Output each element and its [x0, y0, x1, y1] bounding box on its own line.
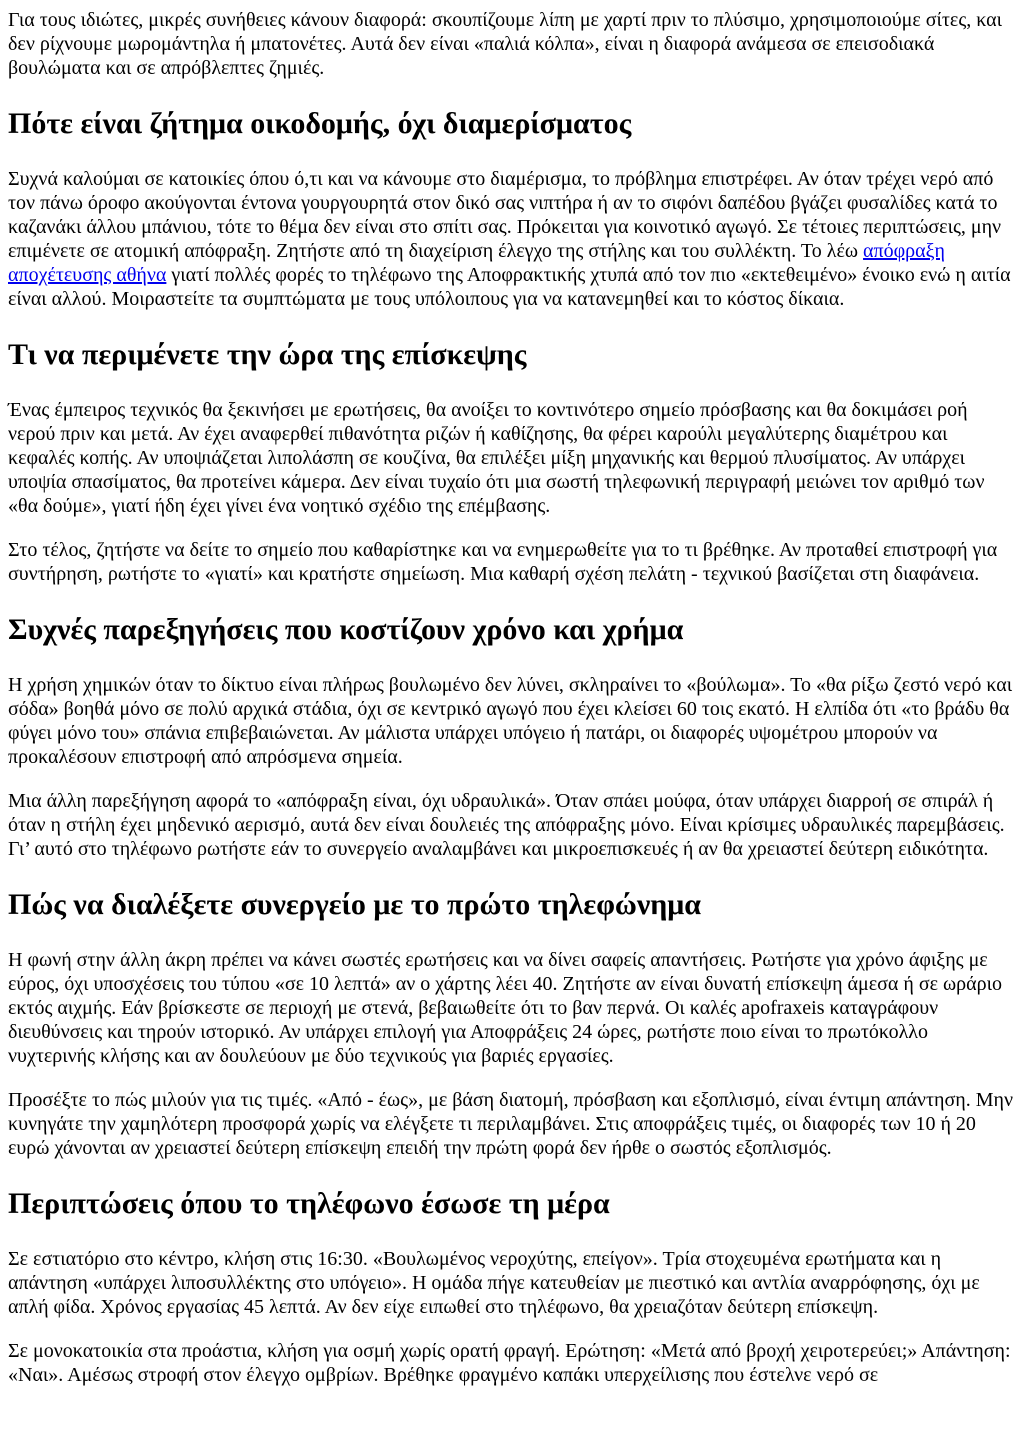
article-body: [8, 8, 1016, 1387]
section-heading-building-issue: Πότε είναι ζήτημα οικοδομής, όχι διαμερίσματος: [8, 107, 632, 140]
section-heading-misunderstandings: Συχνές παρεξηγήσεις που κοστίζουν χρόνο και χρήμα: [8, 613, 684, 646]
paragraph-visit-1: Ένας έμπειρος τεχνικός θα ξεκινήσει με ερωτήσεις, θα ανοίξει το κοντινότερο σημείο πρόσβασης και θα δοκιμάσει ροή νερού πριν και μετά. Αν έχει αναφερθεί πιθανότητα ριζών ή καθίζησης, θα φέρει καρούλι μεγαλύτερης διαμέτρου και κεφαλές κοπής. Αν υποψιάζεται λιπολάσπη σε κουζίνα, θα επιλέξει μίξη μηχανικής και θερμού πλυσίματος. Αν υπάρχει υποψία σπασίματος, θα προτείνει κάμερα. Δεν είναι τυχαίο ότι μια σωστή τηλεφωνική περιγραφή μειώνει τον αριθμό των «θα δούμε», γιατί ήδη έχει γίνει ένα νοητικό σχέδιο της επέμβασης.: [8, 399, 985, 517]
paragraph-case-restaurant: Σε εστιατόριο στο κέντρο, κλήση στις 16:30. «Βουλωμένος νεροχύτης, επείγον». Τρία στοχευμένα ερωτήματα και η απάντηση «υπάρχει λιποσυλλέκτης στο υπόγειο». Η ομάδα πήγε κατευθείαν με πιεστικό και αντλία αναρρόφησης, όχι με απλή φίδα. Χρόνος εργασίας 45 λεπτά. Αν δεν είχε ειπωθεί στο τηλέφωνο, θα χρειαζόταν δεύτερη επίσκεψη.: [8, 1248, 980, 1318]
drain-cleaning-athens-link[interactable]: απόφραξη αποχέτευσης αθήνα: [8, 240, 945, 286]
paragraph-choose-crew-2: Προσέξτε το πώς μιλούν για τις τιμές. «Από - έως», με βάση διατομή, πρόσβαση και εξοπλισμό, είναι έντιμη απάντηση. Μην κυνηγάτε την χαμηλότερη προσφορά χωρίς να ελέγξετε τι περιλαμβάνει. Στις αποφράξεις τιμές, οι διαφορές των 10 ή 20 ευρώ χάνονται αν χρειαστεί δεύτερη επίσκεψη επειδή την πρώτη φορά δεν ήρθε ο σωστός εξοπλισμός.: [8, 1089, 1013, 1159]
paragraph-building-text-before: Συχνά καλούμαι σε κατοικίες όπου ό,τι και να κάνουμε στο διαμέρισμα, το πρόβλημα επιστρέφει. Αν όταν τρέχει νερό από τον πάνω όροφο ακούγονται έντονα γουργουρητά στον δικό σας νιπτήρα ή αν το σιφόνι δαπέδου βγάζει φυσαλίδες κατά το καζανάκι άλλου μπάνιου, τότε το θέμα δεν είναι στο σπίτι σας. Πρόκειται για κοινοτικό αγωγό. Σε τέτοιες περιπτώσεις, μην επιμένετε σε ατομική απόφραξη. Ζητήστε από τη διαχείριση έλεγχο της στήλης και του συλλέκτη. Το λέω: [8, 168, 1002, 262]
paragraph-choose-crew-1: Η φωνή στην άλλη άκρη πρέπει να κάνει σωστές ερωτήσεις και να δίνει σαφείς απαντήσεις. Ρωτήστε για χρόνο άφιξης με εύρος, όχι υποσχέσεις του τύπου «σε 10 λεπτά» αν ο χάρτης λέει 40. Ζητήστε αν είναι δυνατή επίσκεψη άμεσα ή σε ωράριο εκτός αιχμής. Εάν βρίσκεστε σε περιοχή με στενά, βεβαιωθείτε ότι το βαν περνά. Οι καλές apofraxeis καταγράφουν διευθύνσεις και τηρούν ιστορικό. Αν υπάρχει επιλογή για Αποφράξεις 24 ώρες, ρωτήστε ποιο είναι το πρωτόκολλο νυχτερινής κλήσης και αν δουλεύουν με δύο τεχνικούς για βαριές εργασίες.: [8, 949, 1003, 1067]
paragraph-case-suburb-house: Σε μονοκατοικία στα προάστια, κλήση για οσμή χωρίς ορατή φραγή. Ερώτηση: «Μετά από βροχή χειροτερεύει;» Απάντηση: «Ναι». Αμέσως στροφή στον έλεγχο ομβρίων. Βρέθηκε φραγμένο καπάκι υπερχείλισης που έστελνε νερό σε: [8, 1340, 1011, 1386]
section-heading-choose-crew: Πώς να διαλέξετε συνεργείο με το πρώτο τηλεφώνημα: [8, 888, 702, 921]
section-heading-visit-expectations: Τι να περιμένετε την ώρα της επίσκεψης: [8, 338, 527, 371]
paragraph-building-text-after: γιατί πολλές φορές το τηλέφωνο της Αποφρακτικής χτυπά από τον πιο «εκτεθειμένο» ένοικο ενώ η αιτία είναι αλλού. Μοιραστείτε τα συμπτώματα με τους υπόλοιπους για να κατανεμηθεί και το κόστος δίκαια.: [8, 264, 1011, 310]
paragraph-misunderstandings-2: Μια άλλη παρεξήγηση αφορά το «απόφραξη είναι, όχι υδραυλικά». Όταν σπάει μούφα, όταν υπάρχει διαρροή σε σπιράλ ή όταν η στήλη έχει μηδενικό αερισμό, αυτά δεν είναι δουλειές της απόφραξης μόνο. Είναι κρίσιμες υδραυλικές παρεμβάσεις. Γι’ αυτό στο τηλέφωνο ρωτήστε εάν το συνεργείο αναλαμβάνει και μικροεπισκευές ή αν θα χρειαστεί δεύτερη ειδικότητα.: [8, 790, 1005, 860]
paragraph-misunderstandings-1: Η χρήση χημικών όταν το δίκτυο είναι πλήρως βουλωμένο δεν λύνει, σκληραίνει το «βούλωμα». Το «θα ρίξω ζεστό νερό και σόδα» βοηθά μόνο σε πολύ αρχικά στάδια, όχι σε κεντρικό αγωγό που έχει κλείσει 60 τοις εκατό. Η ελπίδα ότι «το βράδυ θα φύγει μόνο του» σπάνια επιβεβαιώνεται. Αν μάλιστα υπάρχει υπόγειο ή πατάρι, οι διαφορές υψομέτρου μπορούν να προκαλέσουν επιστροφή από απρόσμενα σημεία.: [8, 674, 1013, 768]
paragraph-visit-2: Στο τέλος, ζητήστε να δείτε το σημείο που καθαρίστηκε και να ενημερωθείτε για το τι βρέθηκε. Αν προταθεί επιστροφή για συντήρηση, ρωτήστε το «γιατί» και κρατήστε σημείωση. Μια καθαρή σχέση πελάτη - τεχνικού βασίζεται στη διαφάνεια.: [8, 539, 998, 585]
section-heading-phone-saved-day: Περιπτώσεις όπου το τηλέφωνο έσωσε τη μέρα: [8, 1187, 610, 1220]
intro-paragraph: Για τους ιδιώτες, μικρές συνήθειες κάνουν διαφορά: σκουπίζουμε λίπη με χαρτί πριν το πλύσιμο, χρησιμοποιούμε σίτες, και δεν ρίχνουμε μωρομάντηλα ή μπατονέτες. Αυτά δεν είναι «παλιά κόλπα», είναι η διαφορά ανάμεσα σε επεισοδιακά βουλώματα και σε απρόβλεπτες ζημιές.: [8, 9, 1003, 79]
paragraph-building-issue: [8, 167, 1016, 311]
